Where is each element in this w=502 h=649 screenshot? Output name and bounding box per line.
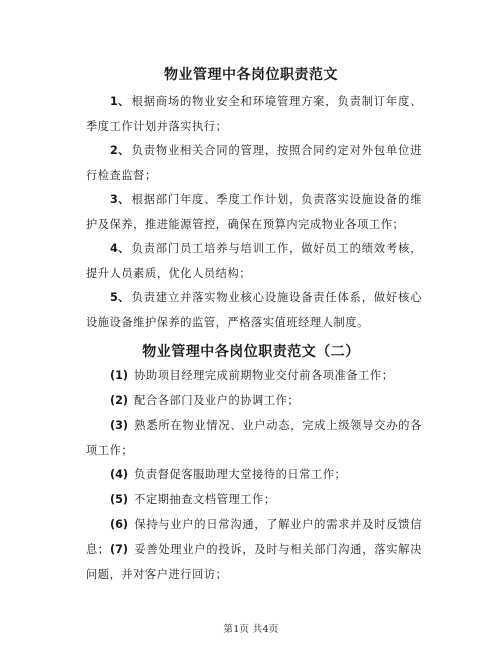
list-item-7 — [86, 538, 422, 587]
item-number: (2) — [110, 394, 129, 407]
item-text: 配合各部门及业户的协调工作； — [134, 394, 300, 407]
list-item-5 — [86, 488, 422, 513]
page-footer: 第1页 共4页 — [223, 624, 279, 635]
list-item-2 — [86, 389, 422, 414]
paragraph-item-4 — [86, 237, 422, 286]
item-text: 负责部门员工培养与培训工作，做好员工的绩效考核，提升人员素质，优化人员结构； — [86, 242, 422, 280]
list-item-4 — [86, 463, 422, 488]
list-item-3 — [86, 414, 422, 463]
item-number: (6) — [110, 518, 129, 531]
item-number: 5、 — [110, 291, 130, 304]
item-number: (1) — [110, 369, 129, 382]
item-number: 3、 — [110, 193, 130, 206]
paragraph-item-3 — [86, 188, 422, 237]
item-number: (3) — [110, 419, 129, 432]
list-item-1 — [86, 364, 422, 389]
item-number: (7) — [110, 543, 129, 556]
item-text: 不定期抽查文档管理工作； — [134, 493, 276, 506]
document-title: 物业管理中各岗位职责范文 — [164, 67, 338, 83]
item-number: 1、 — [110, 95, 130, 108]
paragraph-item-1 — [86, 90, 422, 139]
paragraph-item-2 — [86, 139, 422, 188]
item-number: (4) — [110, 468, 129, 481]
item-text: 根据商场的物业安全和环境管理方案，负责制订年度、季度工作计划并落实执行； — [86, 95, 422, 133]
item-text: 负责物业相关合同的管理，按照合同约定对外包单位进行检查监督； — [86, 144, 422, 182]
paragraph-item-5 — [86, 286, 422, 335]
item-text: 妥善处理业户的投诉，及时与相关部门沟通，落实解决问题，并对客户进行回访； — [86, 543, 423, 581]
item-text: 根据部门年度、季度工作计划，负责落实设施设备的维护及保养，推进能源管控，确保在预算内完成物业各项工作； — [86, 193, 422, 231]
section-title: 物业管理中各岗位职责范文（二） — [142, 344, 360, 360]
item-number: (5) — [110, 493, 129, 506]
item-number: 2、 — [110, 144, 130, 157]
item-text: 负责建立并落实物业核心设施设备责任体系，做好核心设施设备维护保养的监管，严格落实值班经理人制度。 — [86, 291, 422, 329]
item-text: 保持与业户的日常沟通，了解业户的需求并及时反馈信息； — [86, 518, 423, 556]
item-number: 4、 — [110, 242, 130, 255]
item-text: 熟悉所在物业情况、业户动态，完成上级领导交办的各项工作； — [86, 419, 423, 457]
item-text: 协助项目经理完成前期物业交付前各项准备工作； — [134, 369, 394, 382]
item-text: 负责督促客服助理大堂接待的日常工作； — [134, 468, 347, 481]
